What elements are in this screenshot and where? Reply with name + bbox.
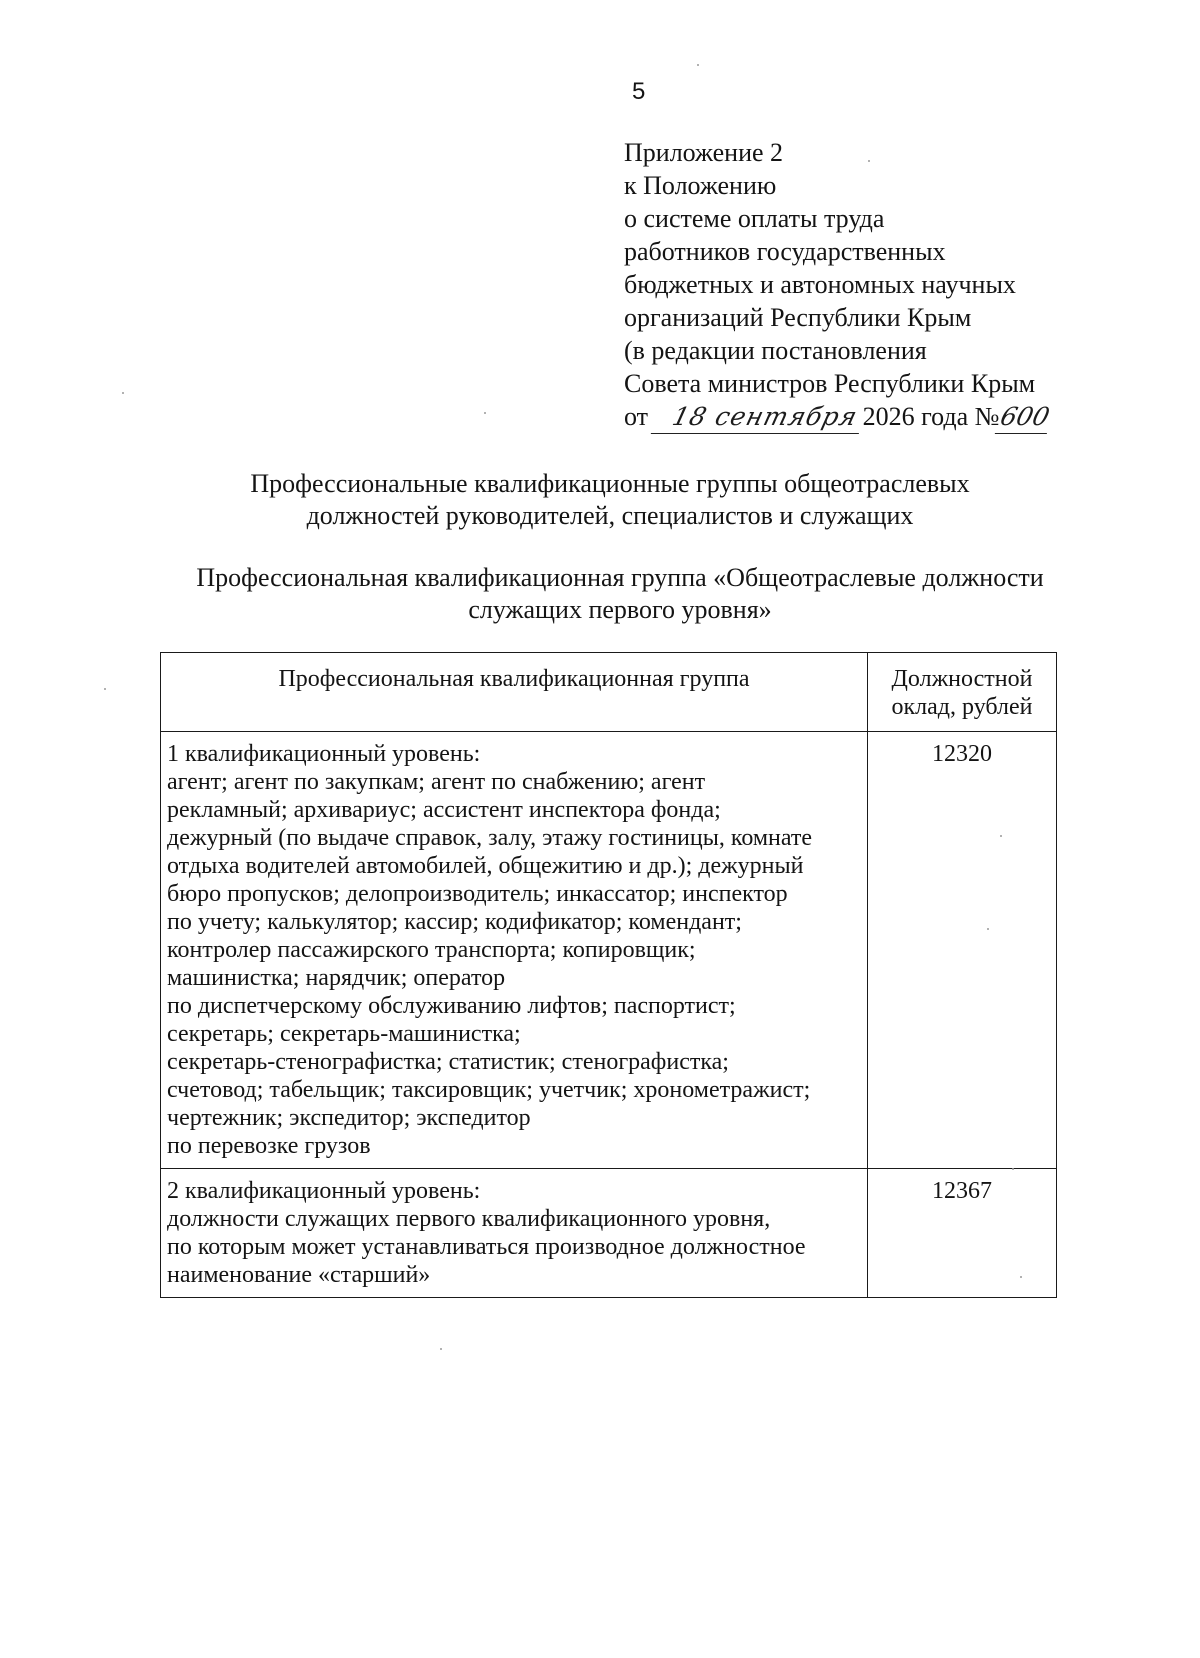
- scan-speck: [440, 1348, 442, 1350]
- scan-speck: [987, 928, 989, 930]
- from-label: от: [624, 402, 649, 431]
- group-title: [150, 562, 1090, 626]
- scan-speck: [1020, 1276, 1022, 1278]
- appendix-line: Совета министров Республики Крым: [624, 369, 1036, 398]
- salary-table: [160, 652, 1057, 1298]
- salary-value: 12367: [868, 1169, 1057, 1298]
- page-number: 5: [632, 78, 646, 105]
- document-title-line: Профессиональные квалификационные группы общеотраслевых: [250, 469, 970, 498]
- header-salary-line: Должностной: [891, 666, 1033, 692]
- salary-value: 12320: [868, 732, 1057, 1169]
- scan-speck: [484, 412, 486, 414]
- handwritten-resolution-number: 600: [995, 400, 1055, 434]
- appendix-line: к Положению: [624, 171, 777, 200]
- level-description: 1 квалификационный уровень: агент; агент по закупкам; агент по снабжению; агент рекламный; архивариус; ассистент инспектора фонда; дежурный (по выдаче справок, залу, этажу гостиницы, комнате отдыха водителей автомобилей, общежитию и др.); дежурный бюро пропусков; делопроизводитель; инкассатор; инспектор по учету; калькулятор; кассир; кодификатор; комендант; контролер пассажирского транспорта; копировщик; машинистка; нарядчик; оператор по диспетчерскому обслуживанию лифтов; паспортист; секретарь; секретарь-машинистка; секретарь-стенографистка; статистик; стенографистка; счетовод; табельщик; таксировщик; учетчик; хронометражист; чертежник; экспедитор; экспедитор по перевозке грузов: [161, 732, 868, 1169]
- header-group: Профессиональная квалификационная группа: [161, 653, 868, 732]
- resolution-date-line: [624, 400, 1064, 434]
- scan-speck: [104, 688, 106, 690]
- appendix-line: о системе оплаты труда: [624, 204, 885, 233]
- appendix-header: [624, 136, 1064, 434]
- scan-speck: [697, 64, 699, 66]
- table-header-row: [161, 653, 1057, 732]
- table-row: [161, 732, 1057, 1169]
- header-salary: [868, 653, 1057, 732]
- handwritten-date: 18 сентября: [650, 400, 867, 434]
- document-title: [150, 468, 1070, 532]
- year-text: 2026 года №: [862, 402, 1000, 431]
- document-title-line: должностей руководителей, специалистов и служащих: [306, 501, 914, 530]
- appendix-line: организаций Республики Крым: [624, 303, 972, 332]
- group-title-line: служащих первого уровня»: [468, 595, 772, 624]
- scan-speck: [868, 160, 870, 162]
- scan-speck: [1000, 835, 1002, 837]
- scan-speck: [122, 392, 124, 394]
- appendix-line: Приложение 2: [624, 138, 784, 167]
- table-row: [161, 1169, 1057, 1298]
- level-description: 2 квалификационный уровень: должности служащих первого квалификационного уровня, по которым может устанавливаться производное должностное наименование «старший»: [161, 1169, 868, 1298]
- header-salary-line: оклад, рублей: [891, 694, 1033, 720]
- group-title-line: Профессиональная квалификационная группа «Общеотраслевые должности: [196, 563, 1044, 592]
- appendix-line: (в редакции постановления: [624, 336, 927, 365]
- appendix-line: бюджетных и автономных научных: [624, 270, 1016, 299]
- appendix-line: работников государственных: [624, 237, 946, 266]
- scan-speck: [1012, 1168, 1014, 1170]
